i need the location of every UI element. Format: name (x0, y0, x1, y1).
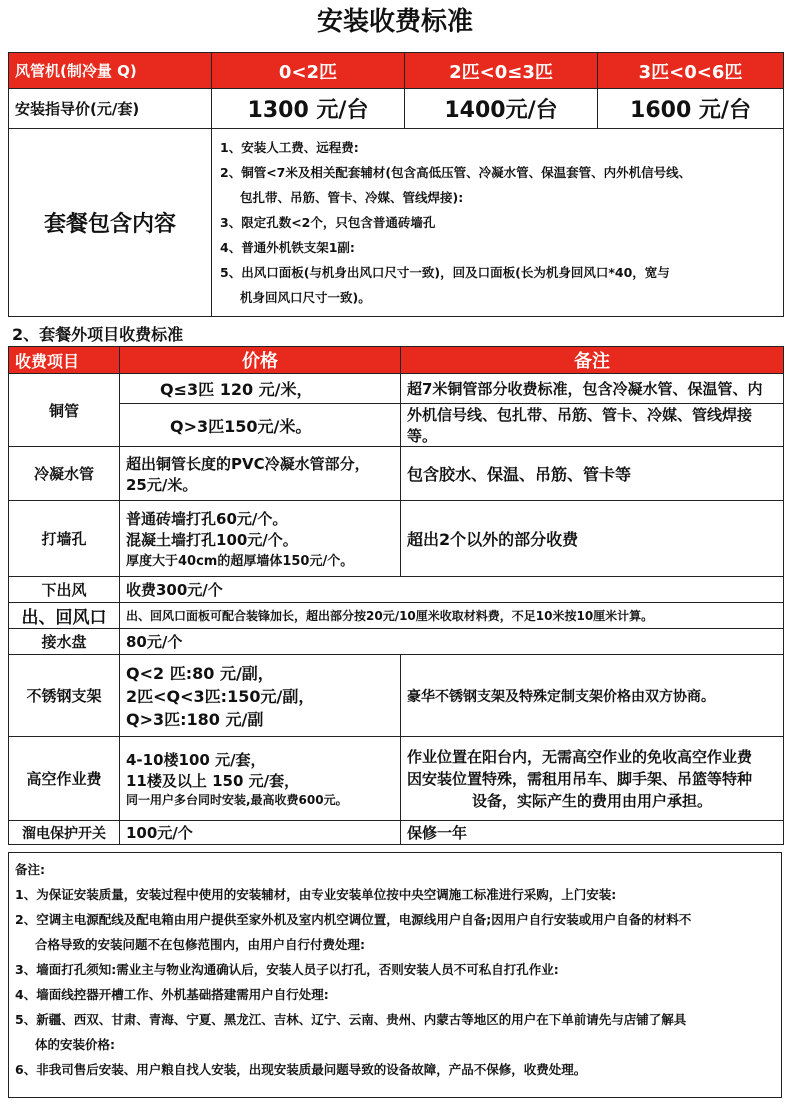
item-label: 接水盘 (9, 629, 120, 655)
item-price (120, 737, 401, 821)
guide-price-tier-3: 1600 元/台 (598, 89, 784, 129)
item-label: 出、回风口 (9, 603, 120, 629)
package-content-row (9, 129, 784, 317)
col-header-tier-2: 2匹<0≤3匹 (405, 53, 598, 89)
item-label: 打墙孔 (9, 501, 120, 577)
item-label: 铜管 (9, 374, 120, 447)
table-row (9, 501, 784, 577)
item-note (401, 737, 784, 821)
table-row (9, 374, 784, 404)
price-line: Q<2 匹:80 元/副， (126, 664, 274, 683)
item-price (120, 447, 401, 501)
note-line: 作业位置在阳台内，无需高空作业的免收高空作业费 (407, 747, 753, 766)
item-label: 高空作业费 (9, 737, 120, 821)
price-line: 厚度大于40cm的超厚墙体150元/个。 (126, 554, 354, 569)
note-line: 3、墙面打孔须知:需业主与物业沟通确认后，安装人员子以打孔，否则安装人员不可私自打孔作业: (15, 962, 559, 977)
price-line: 11楼及以上 150 元/套， (126, 772, 300, 790)
package-item: 机身回风口尺寸一致)。 (240, 290, 371, 305)
col-header-tier-3: 3匹<0<6匹 (598, 53, 784, 89)
package-item: 5、出风口面板(与机身出风口尺寸一致)，回及口面板(长为机身回风口*40，宽与 (220, 265, 670, 280)
table-row (9, 655, 784, 737)
note-line: 1、为保证安装质量，安装过程中使用的安装辅材，由专业安装单位按中央空调施工标准进行采购，上门安装: (15, 887, 617, 902)
section-title: 2、套餐外项目收费标准 (12, 325, 184, 344)
table-row (9, 447, 784, 501)
note-line: 6、非我司售后安装、用户粮自找人安装，出现安装质最问题导致的设备故障，产品不保修，收费处理。 (15, 1062, 587, 1077)
item-price: 80元/个 (120, 629, 784, 655)
table-row (9, 577, 784, 603)
table-row (9, 404, 784, 447)
note-line: 设备，实际产生的费用由用户承担。 (471, 791, 712, 810)
price-line: 普通砖墙打孔60元/个。 (126, 510, 288, 528)
price-line: 混凝土墙打孔100元/个。 (126, 531, 298, 549)
item-price: Q>3匹150元/米。 (120, 404, 401, 447)
guide-price-tier-1: 1300 元/台 (212, 89, 405, 129)
price-line: 超出铜管长度的PVC冷凝水管部分， (126, 454, 370, 473)
extra-fee-table (8, 346, 784, 845)
item-price (120, 501, 401, 577)
note-line: 体的安装价格: (35, 1037, 115, 1052)
item-note: 超出2个以外的部分收费 (401, 501, 784, 577)
item-price: 100元/个 (120, 821, 401, 845)
item-price (120, 655, 401, 737)
price-line: 同一用户多台同时安装,最高收费600元。 (126, 793, 348, 807)
col-header-capacity: 风管机(制冷量 Q) (9, 53, 212, 89)
col-header-tier-1: 0<2匹 (212, 53, 405, 89)
table-header-row (9, 53, 784, 89)
item-label: 冷凝水管 (9, 447, 120, 501)
price-line: 2匹<Q<3匹:150元/副， (126, 687, 315, 706)
package-price-table (8, 52, 784, 317)
col-header-note: 备注 (401, 347, 784, 374)
table-row (9, 737, 784, 821)
item-note: 豪华不锈钢支架及特殊定制支架价格由双方协商。 (401, 655, 784, 737)
guide-price-row (9, 89, 784, 129)
package-content-list (212, 129, 784, 317)
note-line: 合格导致的安装问题不在包修范围内，由用户自行付费处理: (35, 937, 365, 952)
note-line: 4、墙面线控器开槽工作、外机基础搭建需用户自行处理: (15, 987, 329, 1002)
price-line: 25元/米。 (126, 475, 198, 494)
item-label: 溜电保护开关 (9, 821, 120, 845)
table-row (9, 821, 784, 845)
page-title: 安装收费标准 (316, 7, 473, 37)
package-item: 4、普通外机铁支架1副: (220, 240, 355, 255)
package-content-label: 套餐包含内容 (9, 129, 212, 317)
note-line: 因安装位置特殊，需租用吊车、脚手架、吊篮等特种 (407, 769, 753, 788)
item-price: 出、回风口面板可配合装锋加长，超出部分按20元/10厘米收取材料费，不足10米按10厘米计算。 (120, 603, 784, 629)
guide-price-label: 安装指导价(元/套) (9, 89, 212, 129)
package-item: 2、铜管<7米及相关配套辅材(包含高低压管、冷凝水管、保温套管、内外机信号线、 (220, 165, 692, 180)
item-label: 不锈钢支架 (9, 655, 120, 737)
notes-heading: 备注: (15, 862, 45, 877)
item-price: Q≤3匹 120 元/米， (120, 374, 401, 404)
note-line: 2、空调主电源配线及配电箱由用户提供至家外机及室内机空调位置，电源线用户自备;因用户自行安装或用户自备的材料不 (15, 912, 692, 927)
item-note: 保修一年 (401, 821, 784, 845)
notes-section (8, 852, 782, 1098)
item-price: 收费300元/个 (120, 577, 784, 603)
package-item: 1、安装人工费、远程费: (220, 140, 359, 155)
price-line: Q>3匹:180 元/副 (126, 710, 264, 729)
table-row (9, 603, 784, 629)
package-item: 包扎带、吊筋、管卡、冷媒、管线焊接): (240, 190, 464, 205)
guide-price-tier-2: 1400元/台 (405, 89, 598, 129)
table-row (9, 629, 784, 655)
item-note: 超7米铜管部分收费标准，包含冷凝水管、保温管、内 (401, 374, 784, 404)
col-header-item: 收费项目 (9, 347, 120, 374)
item-note: 外机信号线、包扎带、吊筋、管卡、冷媒、管线焊接等。 (401, 404, 784, 447)
package-item: 3、限定孔数<2个，只包含普通砖墙孔 (220, 215, 436, 230)
price-line: 4-10楼100 元/套， (126, 751, 266, 769)
col-header-price: 价格 (120, 347, 401, 374)
table-header-row (9, 347, 784, 374)
item-label: 下出风 (9, 577, 120, 603)
item-note: 包含胶水、保温、吊筋、管卡等 (401, 447, 784, 501)
note-line: 5、新疆、西双、甘肃、青海、宁夏、黑龙江、吉林、辽宁、云南、贵州、内蒙古等地区的用户在下单前请先与店铺了解具 (15, 1012, 687, 1027)
